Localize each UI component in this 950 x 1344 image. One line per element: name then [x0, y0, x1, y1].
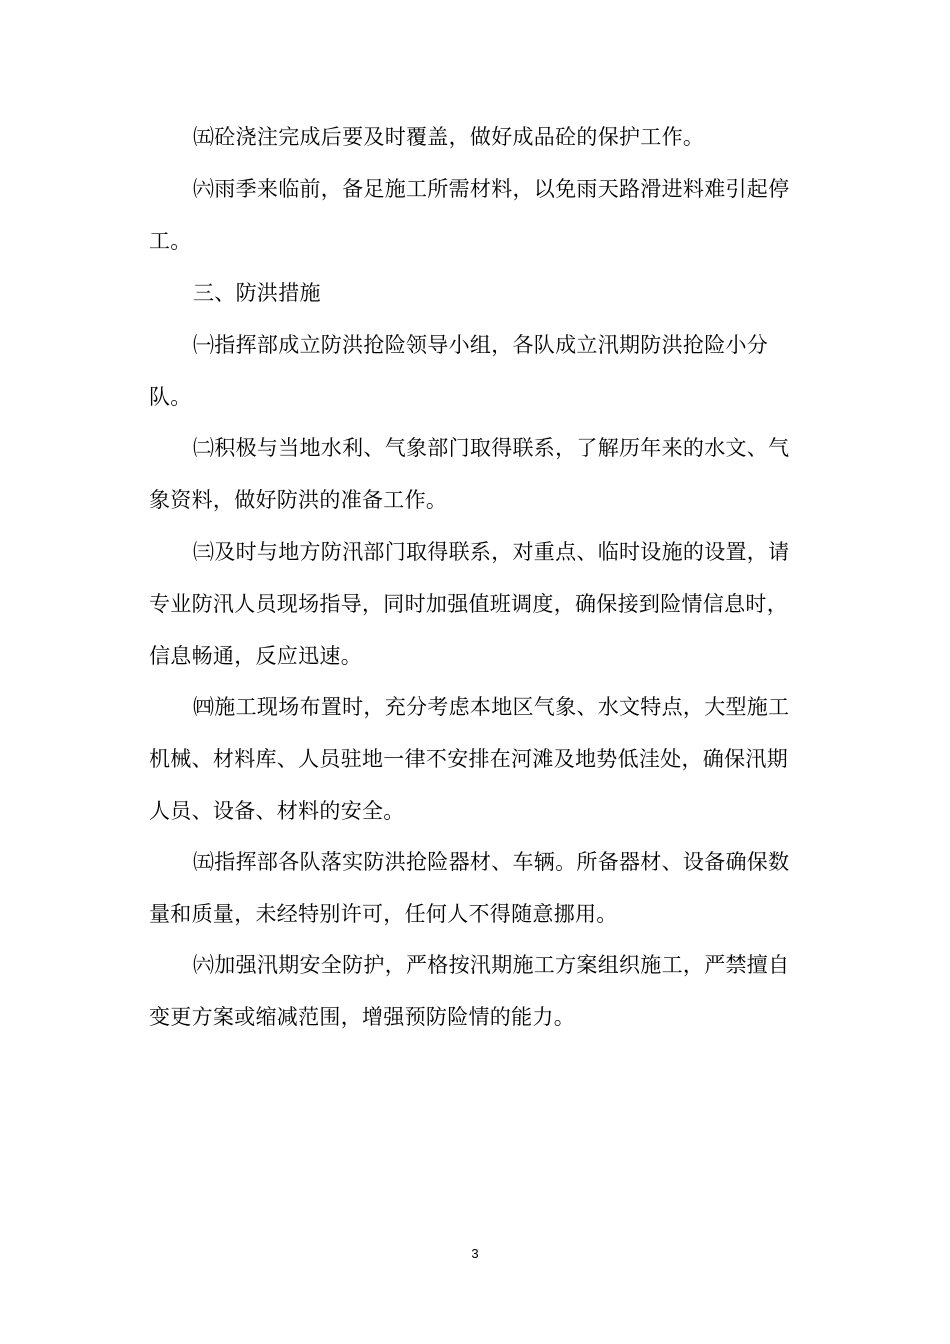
- paragraph-site-layout: ㈣施工现场布置时，充分考虑本地区气象、水文特点，大型施工机械、材料库、人员驻地一律不安排在河滩及地势低洼处，确保汛期人员、设备、材料的安全。: [149, 695, 790, 823]
- paragraph-hydrology-contact: ㈡积极与当地水利、气象部门取得联系，了解历年来的水文、气象资料，做好防洪的准备工作。: [149, 436, 790, 512]
- section-heading-flood-measures: 三、防洪措施: [193, 281, 321, 305]
- paragraph-rainy-season-materials: ㈥雨季来临前，备足施工所需材料，以免雨天路滑进料难引起停工。: [149, 177, 790, 253]
- paragraph-safety-protection: ㈥加强汛期安全防护，严格按汛期施工方案组织施工，严禁擅自变更方案或缩减范围，增强预防险情的能力。: [149, 953, 790, 1029]
- paragraph-concrete-cover: ㈤砼浇注完成后要及时覆盖，做好成品砼的保护工作。: [193, 125, 705, 149]
- paragraph-flood-department: ㈢及时与地方防汛部门取得联系，对重点、临时设施的设置，请专业防汛人员现场指导，同时加强值班调度，确保接到险情信息时，信息畅通，反应迅速。: [149, 540, 790, 668]
- page-number: 3: [471, 1246, 479, 1261]
- paragraph-equipment: ㈤指挥部各队落实防洪抢险器材、车辆。所备器材、设备确保数量和质量，未经特别许可，任何人不得随意挪用。: [149, 850, 790, 926]
- paragraph-flood-team: ㈠指挥部成立防洪抢险领导小组，各队成立汛期防洪抢险小分队。: [149, 333, 769, 409]
